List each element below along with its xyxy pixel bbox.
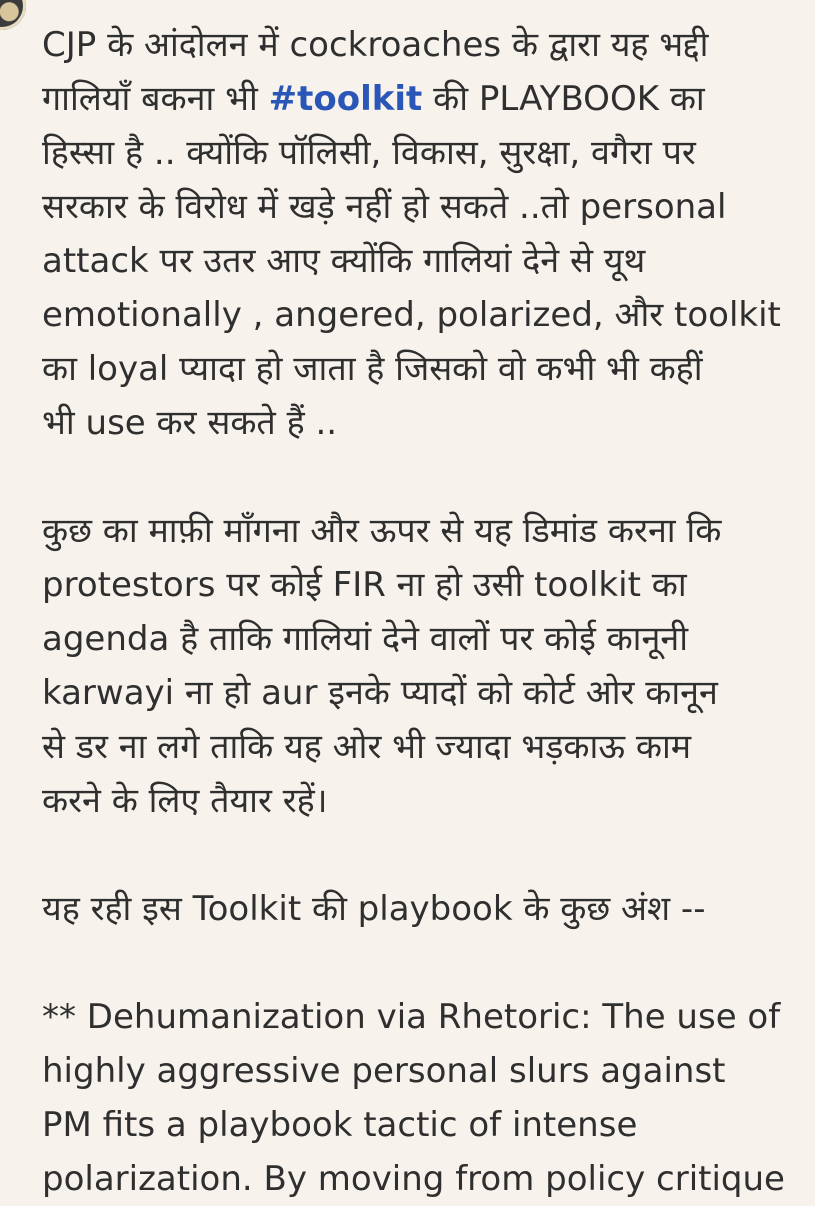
post-line: भी use कर सकते हैं ..: [42, 403, 338, 443]
post-line: CJP के आंदोलन में cockroaches के द्वारा यह भद्दी: [42, 25, 709, 65]
post-line: protestors पर कोई FIR ना हो उसी toolkit का: [42, 565, 687, 605]
post-line: PM fits a playbook tactic of intense: [42, 1105, 638, 1145]
paragraph-break: [42, 450, 800, 504]
hashtag-link[interactable]: #toolkit: [268, 79, 423, 119]
post-line: highly aggressive personal slurs against: [42, 1051, 726, 1091]
avatar[interactable]: [0, 0, 26, 30]
post-line: agenda है ताकि गालियां देने वालों पर कोई कानूनी: [42, 619, 689, 659]
paragraph-break: [42, 828, 800, 882]
post-line: से डर ना लगे ताकि यह ओर भी ज्यादा भड़काऊ काम: [42, 727, 692, 767]
post-line: emotionally , angered, polarized, और toolkit: [42, 295, 781, 335]
post-line: का loyal प्यादा हो जाता है जिसको वो कभी भी कहीं: [42, 349, 703, 389]
post-line: करने के लिए तैयार रहें।: [42, 781, 328, 821]
post-line: हिस्सा है .. क्योंकि पॉलिसी, विकास, सुरक्षा, वगैरा पर: [42, 133, 696, 173]
post-line: कुछ का माफ़ी माँगना और ऊपर से यह डिमांड करना कि: [42, 511, 722, 551]
post-line: [42, 72, 800, 126]
post-line: polarization. By moving from policy critique: [42, 1159, 785, 1199]
post-line: सरकार के विरोध में खड़े नहीं हो सकते ..तो personal: [42, 187, 727, 227]
post-line: यह रही इस Toolkit की playbook के कुछ अंश --: [42, 889, 706, 929]
post-line-text: की PLAYBOOK का: [422, 79, 705, 119]
paragraph-break: [42, 936, 800, 990]
post-line-text: गालियाँ बकना भी: [42, 79, 269, 119]
post-line: ** Dehumanization via Rhetoric: The use of: [42, 997, 781, 1037]
post-line: attack पर उतर आए क्योंकि गालियां देने से यूथ: [42, 241, 646, 281]
post-line: karwayi ना हो aur इनके प्यादों को कोर्ट ओर कानून: [42, 673, 718, 713]
post-text: [42, 18, 800, 1206]
